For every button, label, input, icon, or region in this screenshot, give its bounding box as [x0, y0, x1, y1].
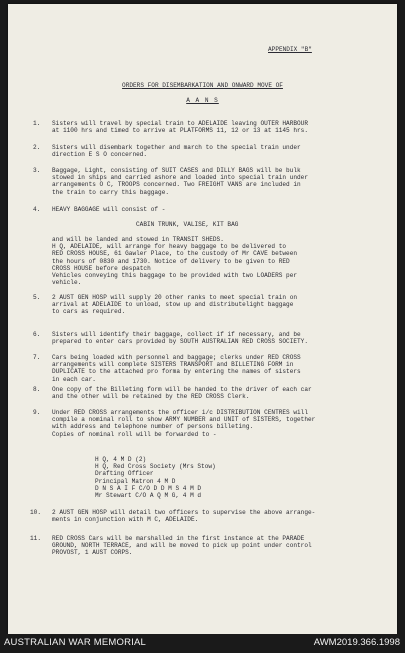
order-line: and will be landed and stowed in TRANSIT SHEDS. — [52, 236, 224, 243]
order-line: H Q, Red Cross Society (Mrs Stow) — [95, 463, 216, 471]
order-line: the train to carry this baggage. — [52, 188, 170, 196]
order-line: One copy of the Billeting form will be handed to the driver of each car — [52, 386, 312, 393]
order-line: H Q, ADELAIDE, will arrange for heavy baggage to be delivered to — [52, 243, 287, 251]
order-number: 10. — [30, 509, 41, 516]
appendix-label: APPENDIX "B" — [268, 46, 312, 53]
order-number: 8. — [33, 386, 41, 393]
order-number: 1. — [33, 120, 41, 127]
order-line: ments in conjunction with M C, ADELAIDE. — [52, 516, 199, 524]
order-line: Cars being loaded with personnel and baggage; clerks under RED CROSS — [52, 354, 301, 361]
document-subtitle: A A N S — [186, 97, 219, 104]
order-line: Sisters will identify their baggage, collect if if necessary, and be — [52, 331, 301, 338]
order-line: with address and telephone number of persons billeting. — [52, 423, 254, 431]
document-page — [8, 4, 397, 634]
order-line: DUPLICATE to the attached pro forma by entering the names of sisters — [52, 368, 301, 376]
order-line: CROSS HOUSE before despatch — [52, 264, 151, 272]
order-number: 9. — [33, 409, 41, 416]
order-line: 2 AUST GEN HOSP will supply 20 other ranks to meet special train on — [52, 294, 298, 301]
order-line: H Q, 4 M D (2) — [95, 456, 147, 463]
order-number: 5. — [33, 294, 41, 301]
order-line: arrangements O C, TROOPS concerned. Two FREIGHT VANS are included in — [52, 181, 301, 189]
order-number: 11. — [30, 535, 41, 542]
order-line: prepared to enter cars provided by SOUTH AUSTRALIAN RED CROSS SOCIETY. — [52, 338, 308, 346]
order-line: arrival at ADELAIDE to unload, stow up and distributelight baggage — [52, 301, 294, 309]
order-line: vehicle. — [52, 279, 82, 287]
footer-bar — [0, 634, 405, 653]
institution-name: AUSTRALIAN WAR MEMORIAL — [4, 637, 147, 648]
order-line: Mr Stewart C/O A Q M G, 4 M d — [95, 492, 202, 499]
order-line: HEAVY BAGGAGE will consist of - — [52, 206, 166, 213]
order-line: Sisters will travel by special train to ADELAIDE leaving OUTER HARBOUR — [52, 120, 308, 127]
order-line: Sisters will disembark together and march to the special train under — [52, 144, 301, 151]
order-line: compile a nominal roll to show ARMY NUMBER and UNIT of SISTERS, together — [52, 416, 316, 424]
order-line: Principal Matron 4 M D — [95, 477, 176, 485]
order-line: PROVOST, 1 AUST CORPS. — [52, 549, 133, 557]
order-number: 3. — [33, 167, 41, 174]
order-line: in each car. — [52, 375, 96, 383]
order-line: the hours of 0830 and 1730. Notice of delivery to be given to RED — [52, 257, 290, 265]
order-line: and the other will be retained by the RED CROSS Clerk. — [52, 393, 250, 401]
order-line: arrangements will complete SISTERS TRANSPORT and BILLETING FORM in — [52, 361, 294, 369]
order-number: 2. — [33, 144, 41, 151]
order-line: RED CROSS Cars will be marshalled in the first instance at the PARADE — [52, 535, 305, 542]
catalogue-reference: AWM2019.366.1998 — [313, 637, 400, 648]
order-number: 4. — [33, 206, 41, 213]
order-line: RED CROSS HOUSE, 61 Gawler Place, to the custody of Mr CAVE between — [52, 250, 298, 258]
order-line: direction E S O concerned. — [52, 151, 148, 159]
document-title: ORDERS FOR DISEMBARKATION AND ONWARD MOVE OF — [122, 82, 283, 89]
order-line: Drafting Officer — [95, 470, 154, 478]
order-line: 2 AUST GEN HOSP will detail two officers to supervise the above arrange- — [52, 509, 316, 516]
order-line: Baggage, Light, consisting of SUIT CASES and DILLY BAGS will be bulk — [52, 167, 301, 174]
order-line: GROUND, NORTH TERRACE, and will be moved to pick up point under control — [52, 542, 312, 550]
order-number: 6. — [33, 331, 41, 338]
order-line: at 1100 hrs and timed to arrive at PLATFORMS 11, 12 or 13 at 1145 hrs. — [52, 127, 308, 135]
order-line: CABIN TRUNK, VALISE, KIT BAG — [136, 221, 239, 228]
order-line: Under RED CROSS arrangements the officer i/c DISTRIBUTION CENTRES will — [52, 409, 308, 416]
order-line: to cars as required. — [52, 308, 126, 316]
order-line: stowed in ships and carried ashore and loaded into special train under — [52, 174, 308, 182]
order-number: 7. — [33, 354, 41, 361]
order-line: D N S A I F C/O D D M S 4 M D — [95, 484, 202, 492]
order-line: Vehicles conveying this baggage to be provided with two LOADERS per — [52, 272, 298, 279]
order-line: Copies of nominal roll will be forwarded to - — [52, 430, 217, 438]
